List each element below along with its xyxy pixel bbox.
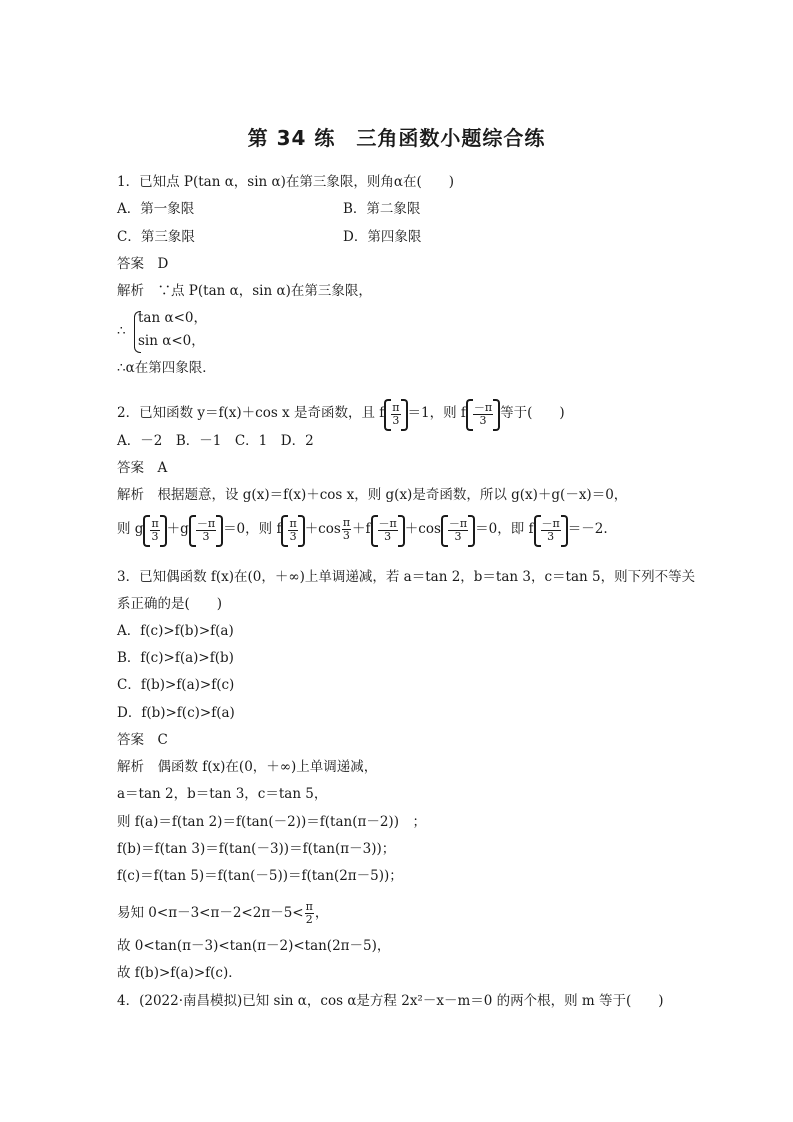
q2-fraction: $\frac{\pi}{3}$ [392, 400, 400, 427]
q3-step-5-end: ， [314, 905, 329, 921]
q3-answer: 答案 C [117, 732, 168, 748]
q3-step-6: 故 0<tan(π－3)<tan(π－2)<tan(2π－5)， [117, 938, 391, 954]
q2-derivation-text: ＋f [352, 521, 371, 537]
q4-stem: 4．(2022·南昌模拟)已知 sin α，cos α是方程 2x²－x－m＝0 的两个根，则 m 等于( ) [117, 993, 664, 1009]
q2-stem-part-b: ＝1，则 f [407, 405, 466, 421]
q2-derivation-text: 则 g [117, 521, 144, 537]
q1-option-b: B．第二象限 [343, 201, 421, 217]
q2-fraction: $\frac{-\pi}{3}$ [448, 516, 468, 543]
q2-fraction: $\frac{\pi}{3}$ [342, 516, 351, 542]
q2-stem-part-a: 2．已知函数 y＝f(x)＋cos x 是奇函数，且 f [117, 405, 385, 421]
q2-derivation-text: ＋cos [304, 521, 341, 537]
q3-option-d: D．f(b)>f(c)>f(a) [117, 705, 235, 721]
q3-step-2: 则 f(a)＝f(tan 2)＝f(tan(－2))＝f(tan(π－2)) ； [117, 814, 426, 830]
q2-fraction: $\frac{-\pi}{3}$ [378, 516, 397, 543]
q2-options: A．－2 B．－1 C．1 D．2 [117, 433, 314, 449]
q2-paren [534, 515, 568, 545]
q2-paren [143, 515, 166, 545]
q2-derivation-text: ＝0，则 f [223, 521, 282, 537]
q3-option-a: A．f(c)>f(b)>f(a) [117, 623, 234, 639]
q2-paren [281, 515, 304, 545]
q3-option-b: B．f(c)>f(a)>f(b) [117, 650, 234, 666]
q2-paren [466, 399, 500, 429]
q2-answer: 答案 A [117, 460, 168, 476]
q1-option-d: D．第四象限 [343, 229, 422, 245]
q3-fraction: $\frac{\pi}{2}$ [305, 900, 313, 926]
q2-paren [371, 515, 405, 545]
q2-derivation [117, 514, 608, 545]
q2-fraction: $\frac{\pi}{3}$ [151, 516, 159, 543]
q2-derivation-text: ＝－2. [567, 521, 608, 537]
q1-system-line-2: sin α<0， [138, 333, 205, 349]
q2-fraction: $\frac{\pi}{3}$ [289, 516, 297, 543]
q2-stem-part-c: 等于( ) [500, 405, 565, 421]
q2-paren [384, 399, 407, 429]
q2-fraction: $\frac{-\pi}{3}$ [196, 516, 216, 543]
q3-option-c: C．f(b)>f(a)>f(c) [117, 677, 235, 693]
q3-step-7: 故 f(b)>f(a)>f(c)． [117, 965, 242, 981]
q3-step-5 [117, 898, 328, 928]
page-title: 第 34 练 三角函数小题综合练 [247, 126, 546, 150]
q1-stem: 1．已知点 P(tan α，sin α)在第三象限，则角α在( ) [117, 174, 455, 190]
q2-paren [189, 515, 223, 545]
q3-step-5-text: 易知 0<π－3<π－2<2π－5< [117, 905, 304, 921]
q2-derivation-text: ＋g [166, 521, 189, 537]
q1-analysis: 解析 ∵点 P(tan α，sin α)在第三象限， [117, 283, 372, 299]
q2-fraction: $\frac{-\pi}{3}$ [473, 400, 493, 427]
q3-stem-line-1: 3．已知偶函数 f(x)在(0，＋∞)上单调递减，若 a＝tan 2，b＝tan 3，c＝tan 5，则下列不等关 [117, 569, 696, 585]
q2-analysis: 解析 根据题意，设 g(x)＝f(x)＋cos x，则 g(x)是奇函数，所以 g(x)＋g(－x)＝0， [117, 487, 628, 503]
q1-conclusion: ∴α在第四象限． [117, 360, 216, 376]
q3-step-3: f(b)＝f(tan 3)＝f(tan(－3))＝f(tan(π－3))； [117, 841, 396, 857]
q2-derivation-text: ＋cos [404, 521, 441, 537]
q2-derivation-text: ＝0，即 f [475, 521, 534, 537]
q2-paren [441, 515, 475, 545]
q3-step-1: a＝tan 2，b＝tan 3，c＝tan 5， [117, 786, 328, 802]
q1-therefore-symbol: ∴ [117, 323, 126, 339]
q3-step-4: f(c)＝f(tan 5)＝f(tan(－5))＝f(tan(2π－5))； [117, 868, 403, 884]
q1-option-c: C．第三象限 [117, 229, 195, 245]
q2-stem [117, 398, 565, 429]
q1-system-line-1: tan α<0， [138, 310, 207, 326]
q2-fraction: $\frac{-\pi}{3}$ [541, 516, 560, 543]
q3-stem-line-2: 系正确的是( ) [117, 596, 223, 612]
q1-option-a: A．第一象限 [117, 201, 195, 217]
q1-answer: 答案 D [117, 256, 169, 272]
q3-analysis: 解析 偶函数 f(x)在(0，＋∞)上单调递减， [117, 759, 378, 775]
